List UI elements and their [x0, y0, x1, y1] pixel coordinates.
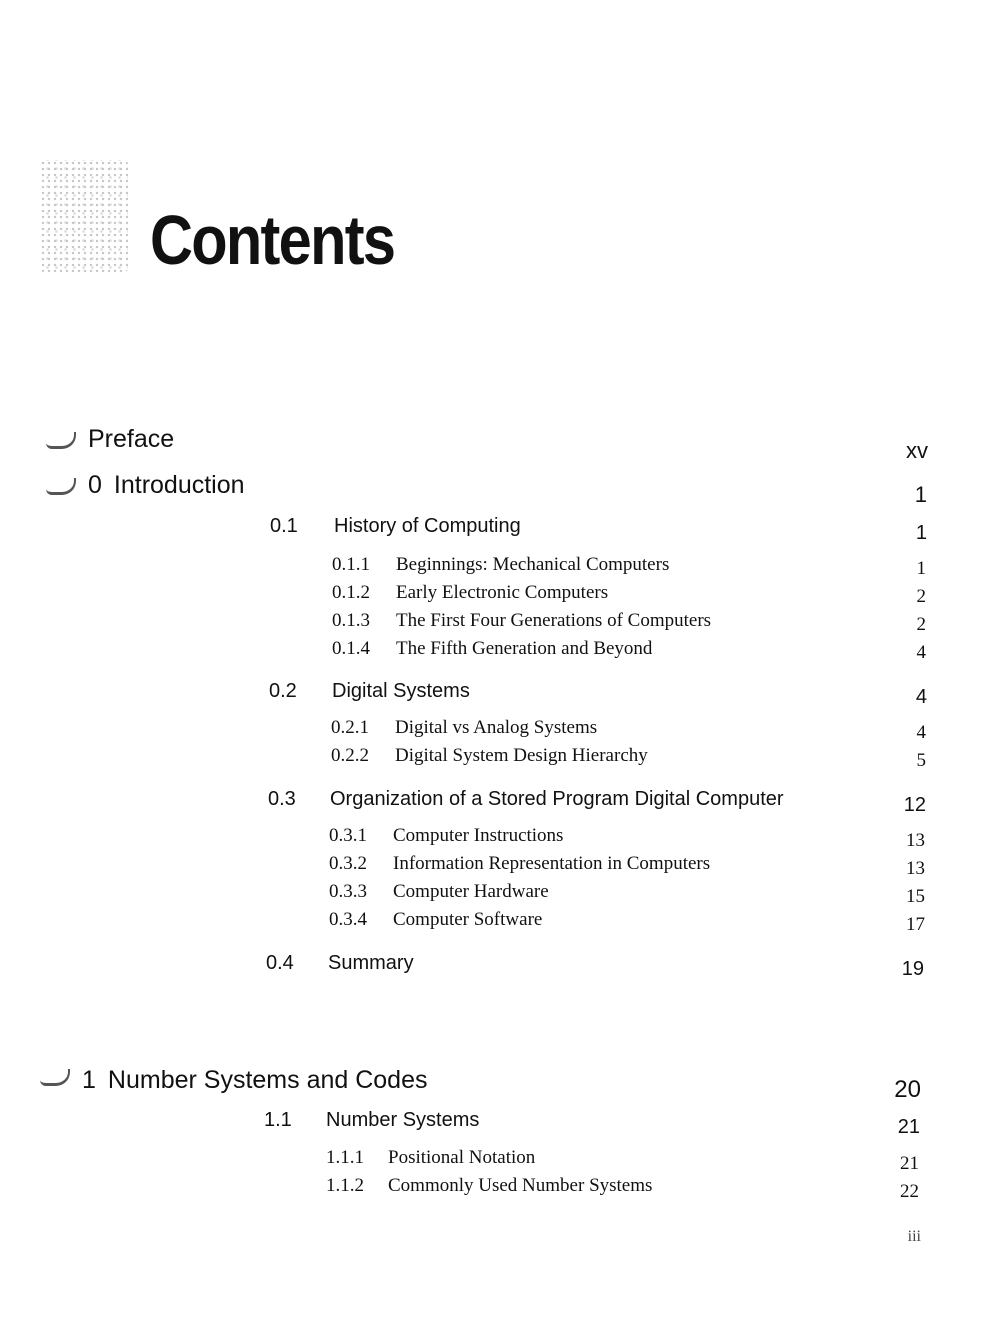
chapter-marker-icon	[40, 1069, 70, 1086]
subsection-number: 0.3.2	[329, 853, 367, 874]
toc-entry-chapter-0[interactable]	[88, 471, 245, 500]
subsection-title: Beginnings: Mechanical Computers	[396, 554, 670, 575]
page-number: 13	[906, 858, 925, 879]
subsection-title: Positional Notation	[388, 1147, 536, 1168]
subsection-title: The Fifth Generation and Beyond	[396, 638, 653, 659]
toc-entry-subsection[interactable]	[326, 1175, 846, 1199]
toc-entry-preface[interactable]	[88, 425, 174, 454]
section-title: History of Computing	[334, 515, 521, 537]
page-number: 13	[906, 830, 925, 851]
subsection-title: Commonly Used Number Systems	[388, 1175, 653, 1196]
page-number: 4	[916, 642, 926, 663]
subsection-number: 0.1.4	[332, 638, 370, 659]
subsection-title: The First Four Generations of Computers	[396, 610, 712, 631]
subsection-number: 0.2.1	[331, 717, 369, 738]
toc-entry-subsection[interactable]	[332, 610, 852, 634]
chapter-title: Introduction	[113, 471, 245, 499]
page-number: 22	[900, 1181, 919, 1202]
subsection-number: 0.3.1	[329, 825, 367, 846]
toc-entry-subsection[interactable]	[329, 825, 849, 849]
page-number: 17	[906, 914, 925, 935]
page-number: 5	[916, 750, 926, 771]
chapter-number: 0	[88, 471, 102, 499]
subsection-title: Information Representation in Computers	[393, 853, 711, 874]
subsection-number: 0.1.1	[332, 554, 370, 575]
chapter-marker-icon	[46, 432, 76, 449]
page-number: 1	[914, 482, 927, 507]
subsection-title: Computer Hardware	[393, 881, 549, 902]
toc-entry-subsection[interactable]	[326, 1147, 846, 1171]
page-number: 21	[900, 1153, 919, 1174]
subsection-number: 1.1.2	[326, 1175, 364, 1196]
page-number: 21	[897, 1116, 920, 1138]
toc-entry-subsection[interactable]	[331, 745, 851, 769]
toc-entry-section[interactable]	[264, 1109, 864, 1135]
page-folio: iii	[907, 1228, 921, 1245]
toc-entry-subsection[interactable]	[329, 909, 849, 933]
toc-entry-subsection[interactable]	[332, 638, 852, 662]
page-number: 1	[915, 522, 927, 544]
subsection-number: 0.2.2	[331, 745, 369, 766]
subsection-number: 1.1.1	[326, 1147, 364, 1168]
toc-entry-subsection[interactable]	[329, 853, 849, 877]
subsection-number: 0.1.3	[332, 610, 370, 631]
subsection-title: Digital System Design Hierarchy	[395, 745, 648, 766]
section-number: 1.1	[264, 1109, 292, 1131]
subsection-title: Computer Software	[393, 909, 543, 930]
chapter-title: Preface	[88, 425, 175, 453]
section-title: Digital Systems	[332, 680, 470, 702]
page-number: 1	[916, 558, 926, 579]
subsection-title: Computer Instructions	[393, 825, 564, 846]
toc-entry-subsection[interactable]	[329, 881, 849, 905]
toc-entry-subsection[interactable]	[332, 582, 852, 606]
page-number: 4	[916, 722, 926, 743]
section-title: Summary	[328, 952, 414, 974]
section-number: 0.4	[266, 952, 294, 974]
section-title: Number Systems	[326, 1109, 480, 1131]
subsection-title: Digital vs Analog Systems	[395, 717, 598, 738]
page-number: 2	[916, 586, 926, 607]
section-number: 0.3	[268, 788, 296, 810]
subsection-number: 0.3.3	[329, 881, 367, 902]
subsection-number: 0.3.4	[329, 909, 367, 930]
page-number: 12	[903, 794, 926, 816]
toc-entry-subsection[interactable]	[332, 554, 852, 578]
toc-entry-section[interactable]	[266, 952, 866, 978]
chapter-marker-icon	[46, 478, 76, 495]
toc-entry-section[interactable]	[269, 680, 869, 706]
page-number: xv	[906, 438, 928, 463]
subsection-number: 0.1.2	[332, 582, 370, 603]
subsection-title: Early Electronic Computers	[396, 582, 609, 603]
toc-entry-subsection[interactable]	[331, 717, 851, 741]
page-number: 2	[916, 614, 926, 635]
toc-entry-section[interactable]	[268, 788, 878, 814]
page-number: 15	[906, 886, 925, 907]
section-title: Organization of a Stored Program Digital Computer	[330, 788, 784, 810]
chapter-number: 1	[82, 1066, 96, 1094]
section-number: 0.2	[269, 680, 297, 702]
page-title: Contents	[150, 201, 395, 279]
page-number: 20	[894, 1076, 921, 1103]
chapter-title: Number Systems and Codes	[107, 1066, 428, 1094]
page-number: 19	[901, 958, 924, 980]
page-number: 4	[915, 686, 927, 708]
section-number: 0.1	[270, 515, 298, 537]
toc-entry-section[interactable]	[270, 515, 870, 541]
toc-entry-chapter-1[interactable]	[82, 1066, 428, 1095]
decorative-ornament	[40, 160, 128, 272]
